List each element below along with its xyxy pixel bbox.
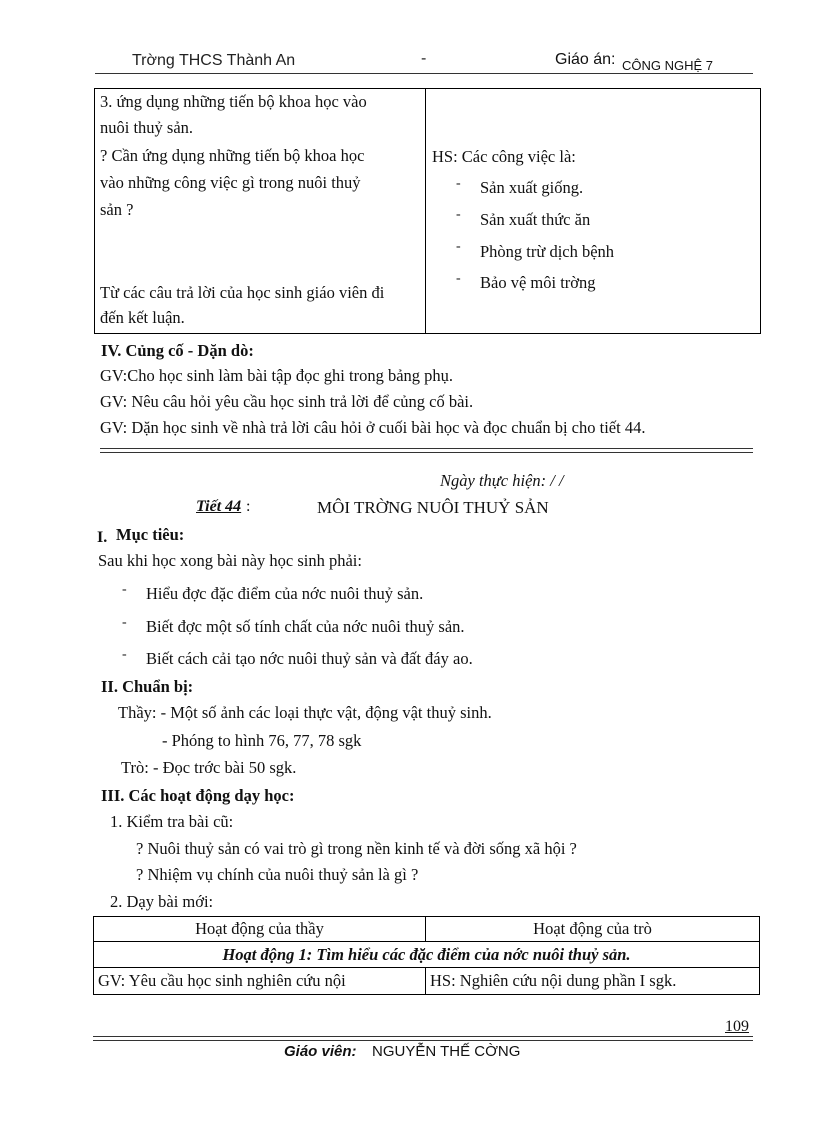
header-rule — [95, 73, 753, 74]
teacher-prep-line1: Thầy: - Một số ảnh các loại thực vật, động vật thuỷ sinh. — [118, 703, 492, 722]
section1-title: Mục tiêu: — [116, 525, 185, 544]
bullet-dash: - — [456, 239, 461, 254]
subject-value: CÔNG NGHỆ 7 — [622, 58, 714, 73]
answer-item: Sản xuất giống. — [480, 178, 584, 197]
lesson-title: MÔI TRỜNG NUÔI THUỶ SẢN — [317, 498, 549, 517]
student-prep-line: Trò: - Đọc trớc bài 50 sgk. — [121, 758, 297, 777]
student-activity-cell: HS: Nghiên cứu nội dung phần I sgk. — [426, 968, 760, 995]
activity-heading: Hoạt động 1: Tìm hiểu các đặc điểm của nớc nuôi thuỷ sản. — [94, 942, 760, 968]
answer-item: Bảo vệ môi trờng — [480, 273, 596, 292]
header-dash: - — [421, 50, 427, 67]
section3-title: III. Các hoạt động dạy học: — [101, 786, 295, 805]
section2-title: II. Chuẩn bị: — [101, 677, 194, 696]
top-table-divider — [425, 88, 426, 334]
teacher-activity-cell: GV: Yêu cầu học sinh nghiên cứu nội — [94, 968, 426, 995]
column-header-student: Hoạt động của trò — [426, 917, 760, 942]
review-question: ? Nhiệm vụ chính của nuôi thuỷ sản là gì ? — [136, 865, 419, 884]
answer-item: Phòng trừ dịch bệnh — [480, 242, 615, 261]
section4-title: IV. Củng cố - Dặn dò: — [101, 341, 254, 360]
answer-item: Sản xuất thức ăn — [480, 210, 591, 229]
point3-line1: 3. ứng dụng những tiến bộ khoa học vào — [100, 92, 367, 111]
footer-double-rule — [93, 1036, 753, 1041]
school-name: Trờng THCS Thành An — [132, 52, 296, 69]
section4-line: GV: Dặn học sinh về nhà trả lời câu hỏi ở cuối bài học và đọc chuẩn bị cho tiết 44. — [100, 418, 646, 437]
teacher-label: Giáo viên: — [284, 1043, 357, 1060]
bullet-dash: - — [122, 582, 127, 597]
bullet-dash: - — [456, 271, 461, 286]
answer-intro: HS: Các công việc là: — [432, 147, 576, 166]
objective-item: Biết cách cải tạo nớc nuôi thuỷ sản và đất đáy ao. — [146, 649, 473, 668]
section1-number: I. — [97, 529, 108, 546]
conclusion-line2: đến kết luận. — [100, 308, 185, 327]
point3-line2: nuôi thuỷ sản. — [100, 118, 194, 137]
review-question: ? Nuôi thuỷ sản có vai trò gì trong nền kinh tế và đời sống xã hội ? — [136, 839, 577, 858]
bullet-dash: - — [122, 647, 127, 662]
question-line1: ? Cần ứng dụng những tiến bộ khoa học — [100, 146, 365, 165]
page-number: 109 — [725, 1018, 749, 1035]
bullet-dash: - — [456, 207, 461, 222]
section1-intro: Sau khi học xong bài này học sinh phải: — [98, 551, 362, 570]
bullet-dash: - — [456, 176, 461, 191]
separator-double-rule — [100, 448, 753, 453]
section4-line: GV:Cho học sinh làm bài tập đọc ghi trong bảng phụ. — [100, 366, 454, 385]
teacher-prep-line2: - Phóng to hình 76, 77, 78 sgk — [162, 731, 362, 750]
question-line2: vào những công việc gì trong nuôi thuỷ — [100, 173, 361, 192]
section3-item2: 2. Dạy bài mới: — [110, 892, 214, 911]
activity-table — [93, 916, 760, 995]
column-header-teacher: Hoạt động của thầy — [94, 917, 426, 942]
objective-item: Hiểu đợc đặc điểm của nớc nuôi thuỷ sản. — [146, 584, 424, 603]
question-line3: sản ? — [100, 200, 134, 219]
section4-line: GV: Nêu câu hỏi yêu cầu học sinh trả lời để củng cố bài. — [100, 392, 474, 411]
bullet-dash: - — [122, 615, 127, 630]
conclusion-line1: Từ các câu trả lời của học sinh giáo viên đi — [100, 283, 385, 302]
lesson-number: Tiết 44 — [196, 498, 242, 515]
section3-item1: 1. Kiểm tra bài cũ: — [110, 812, 234, 831]
subject-label: Giáo án: — [555, 51, 616, 68]
lesson-colon: : — [246, 498, 251, 515]
date-label: Ngày thực hiện: / / — [440, 471, 564, 490]
teacher-name: NGUYỄN THẾ CỜNG — [372, 1043, 521, 1060]
objective-item: Biết đợc một số tính chất của nớc nuôi thuỷ sản. — [146, 617, 465, 636]
